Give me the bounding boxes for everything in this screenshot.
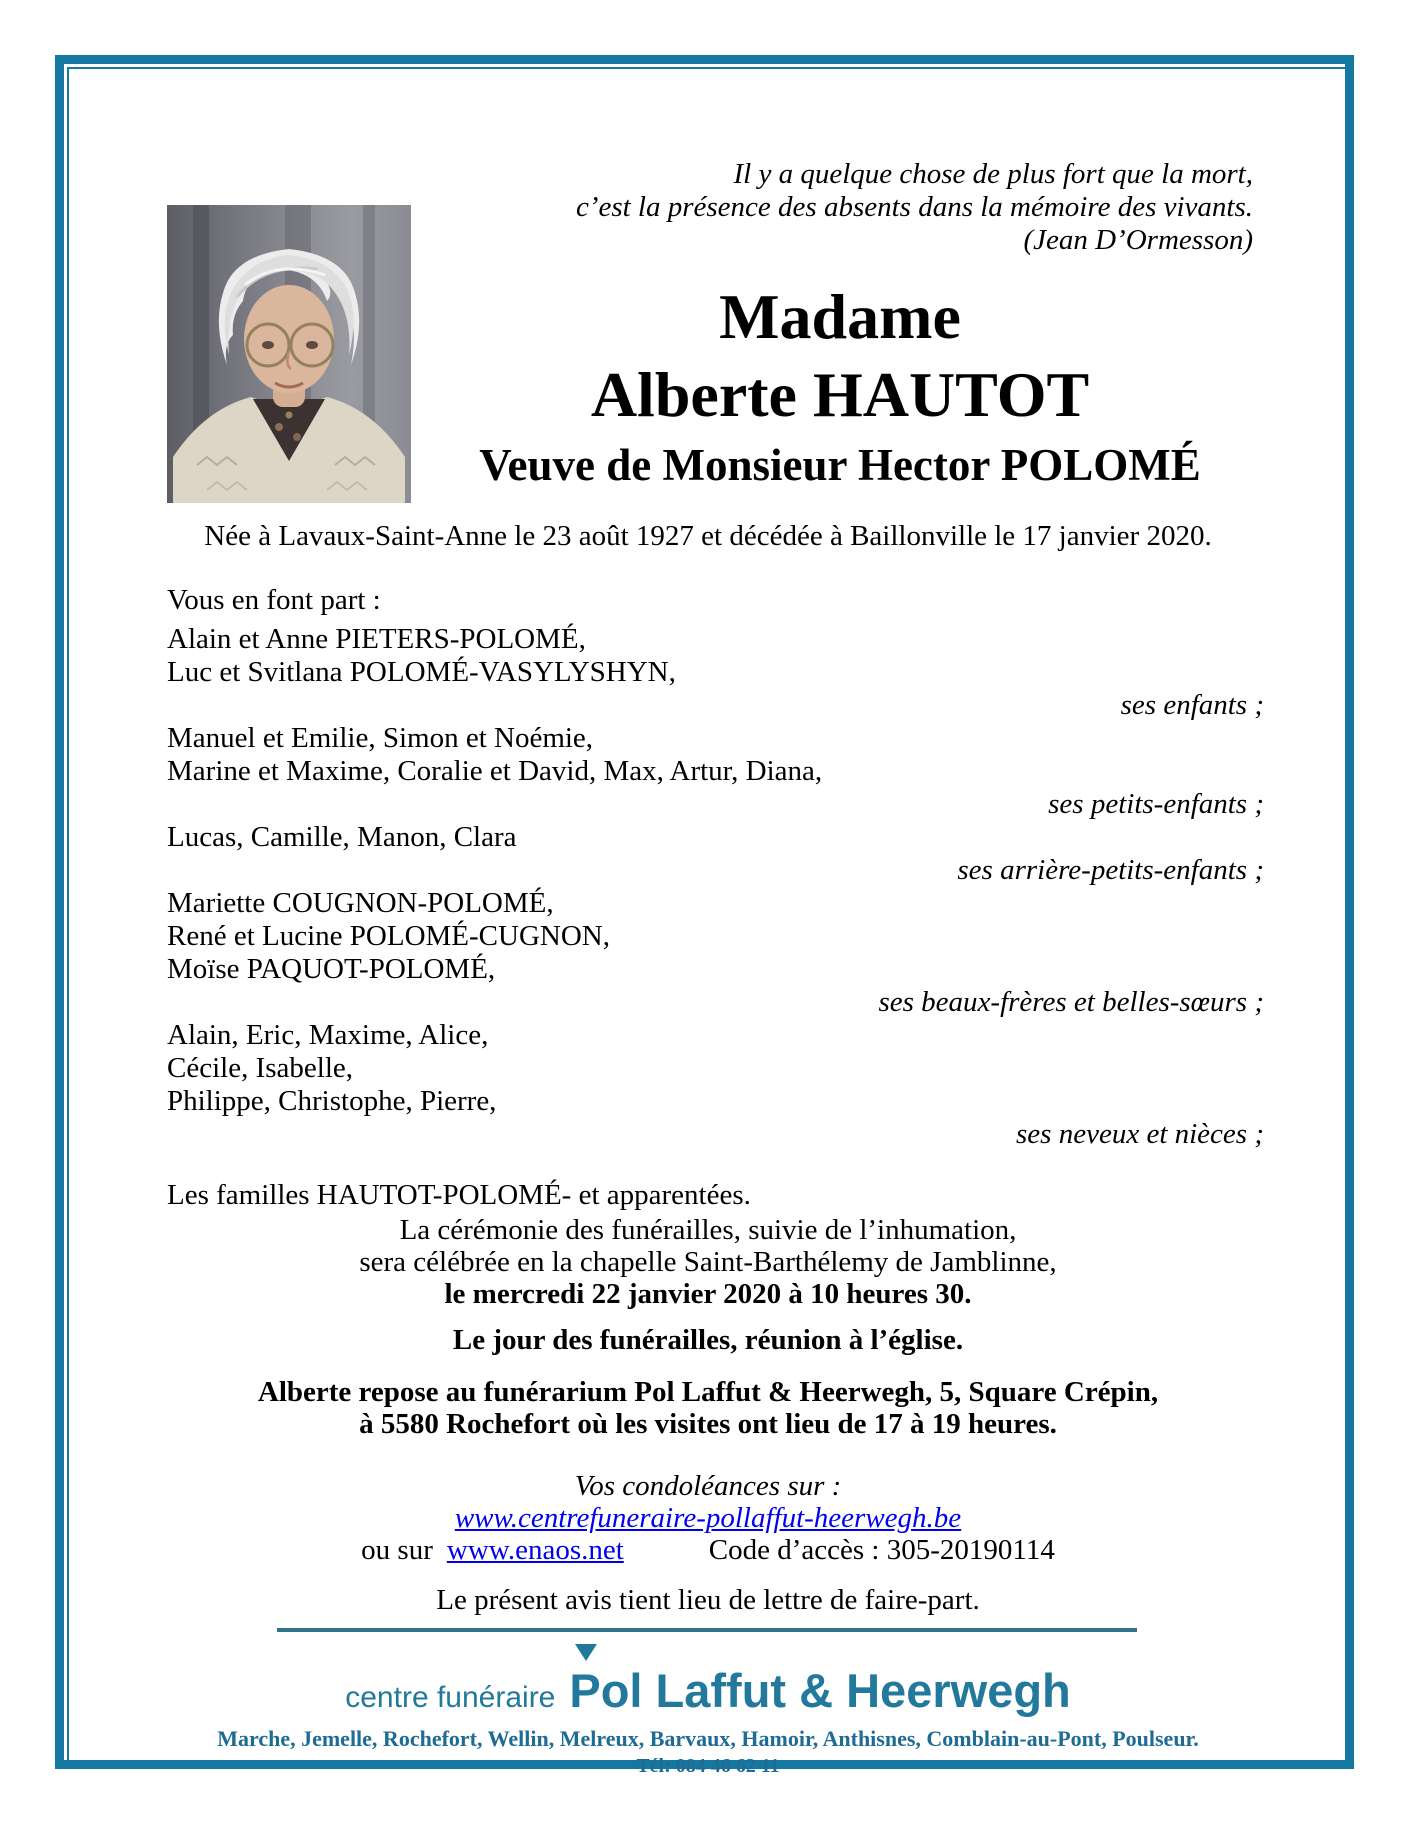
ceremony-date-line: le mercredi 22 janvier 2020 à 10 heures 30. <box>444 1278 972 1310</box>
notice-line: Le présent avis tient lieu de lettre de faire-part. <box>436 1584 980 1616</box>
headline <box>420 278 1260 496</box>
birth-death-line: Née à Lavaux-Saint-Anne le 23 août 1927 et décédée à Baillonville le 17 janvier 2020. <box>204 520 1212 552</box>
family-line: Luc et Svitlana POLOMÉ-VASYLYSHYN, <box>167 656 676 688</box>
family-line: Moïse PAQUOT-POLOMÉ, <box>167 953 496 985</box>
family-line: Marine et Maxime, Coralie et David, Max, Artur, Diana, <box>167 755 823 787</box>
quote-line-2: c’est la présence des absents dans la mémoire des vivants. <box>575 191 1253 223</box>
footer-divider-rule <box>277 1628 1137 1632</box>
access-code: Code d’accès : 305-20190114 <box>708 1534 1055 1566</box>
portrait-photo-graphic <box>167 205 411 503</box>
brand-prefix: centre funéraire <box>345 1681 556 1714</box>
main-website-link[interactable]: www.centrefuneraire-pollaffut-heerwegh.be <box>454 1502 962 1534</box>
brand-name: Pol Laffut & Heerwegh <box>569 1664 1071 1717</box>
quote-line-1: Il y a quelque chose de plus fort que la mort, <box>733 158 1253 190</box>
brand-row <box>70 1663 1346 1718</box>
family-line: Mariette COUGNON-POLOMÉ, <box>167 887 554 919</box>
brand-locations: Marche, Jemelle, Rochefort, Wellin, Melreux, Barvaux, Hamoir, Anthisnes, Comblain-au-Pont, Poulseur. <box>217 1726 1199 1751</box>
condolences-secondary-row <box>70 1534 1346 1566</box>
family-line: Alain et Anne PIETERS-POLOMÉ, <box>167 623 586 655</box>
enaos-link[interactable]: www.enaos.net <box>446 1534 624 1566</box>
ceremony-line-1: La cérémonie des funérailles, suivie de l’inhumation, <box>399 1214 1017 1246</box>
families-closing-line: Les familles HAUTOT-POLOMÉ- et apparentées. <box>167 1179 751 1211</box>
family-line: Manuel et Emilie, Simon et Noémie, <box>167 722 594 754</box>
announcement-intro: Vous en font part : <box>167 584 381 616</box>
family-line: Philippe, Christophe, Pierre, <box>167 1085 497 1117</box>
opening-quote <box>576 158 1253 257</box>
relation-label: ses arrière-petits-enfants ; <box>957 854 1264 886</box>
relation-label: ses neveux et nièces ; <box>1016 1118 1264 1150</box>
repose-line-1: Alberte repose au funérarium Pol Laffut & Heerwegh, 5, Square Crépin, <box>257 1376 1159 1408</box>
family-line: Lucas, Camille, Manon, Clara <box>167 821 517 853</box>
family-line: Cécile, Isabelle, <box>167 1052 353 1084</box>
family-list <box>167 623 1264 1212</box>
relation-label: ses petits-enfants ; <box>1048 788 1264 820</box>
relation-label: ses beaux-frères et belles-sœurs ; <box>878 986 1264 1018</box>
portrait-photo <box>167 205 411 503</box>
condolences-main-link-row <box>70 1502 1346 1534</box>
meeting-line: Le jour des funérailles, réunion à l’église. <box>452 1324 964 1356</box>
repose-line-2: à 5580 Rochefort où les visites ont lieu de 17 à 19 heures. <box>359 1408 1057 1440</box>
ceremony-line-2: sera célébrée en la chapelle Saint-Barthélemy de Jamblinne, <box>359 1246 1057 1278</box>
brand-phone: Tél: 084 46 62 11 <box>636 1755 780 1777</box>
family-line: Alain, Eric, Maxime, Alice, <box>167 1019 489 1051</box>
or-label: ou sur <box>361 1534 433 1566</box>
family-line: René et Lucine POLOMÉ-CUGNON, <box>167 920 610 952</box>
ceremony-block <box>70 1214 1346 1616</box>
condolences-intro: Vos condoléances sur : <box>574 1470 842 1502</box>
relation-label: ses enfants ; <box>1120 689 1264 721</box>
funeral-home-footer <box>70 1644 1346 1778</box>
title-prefix: Madame <box>719 281 961 352</box>
quote-attribution: (Jean D’Ormesson) <box>1023 224 1253 256</box>
brand-triangle-icon <box>575 1644 597 1661</box>
deceased-name: Alberte HAUTOT <box>590 359 1090 430</box>
widow-subtitle: Veuve de Monsieur Hector POLOMÉ <box>479 440 1201 490</box>
